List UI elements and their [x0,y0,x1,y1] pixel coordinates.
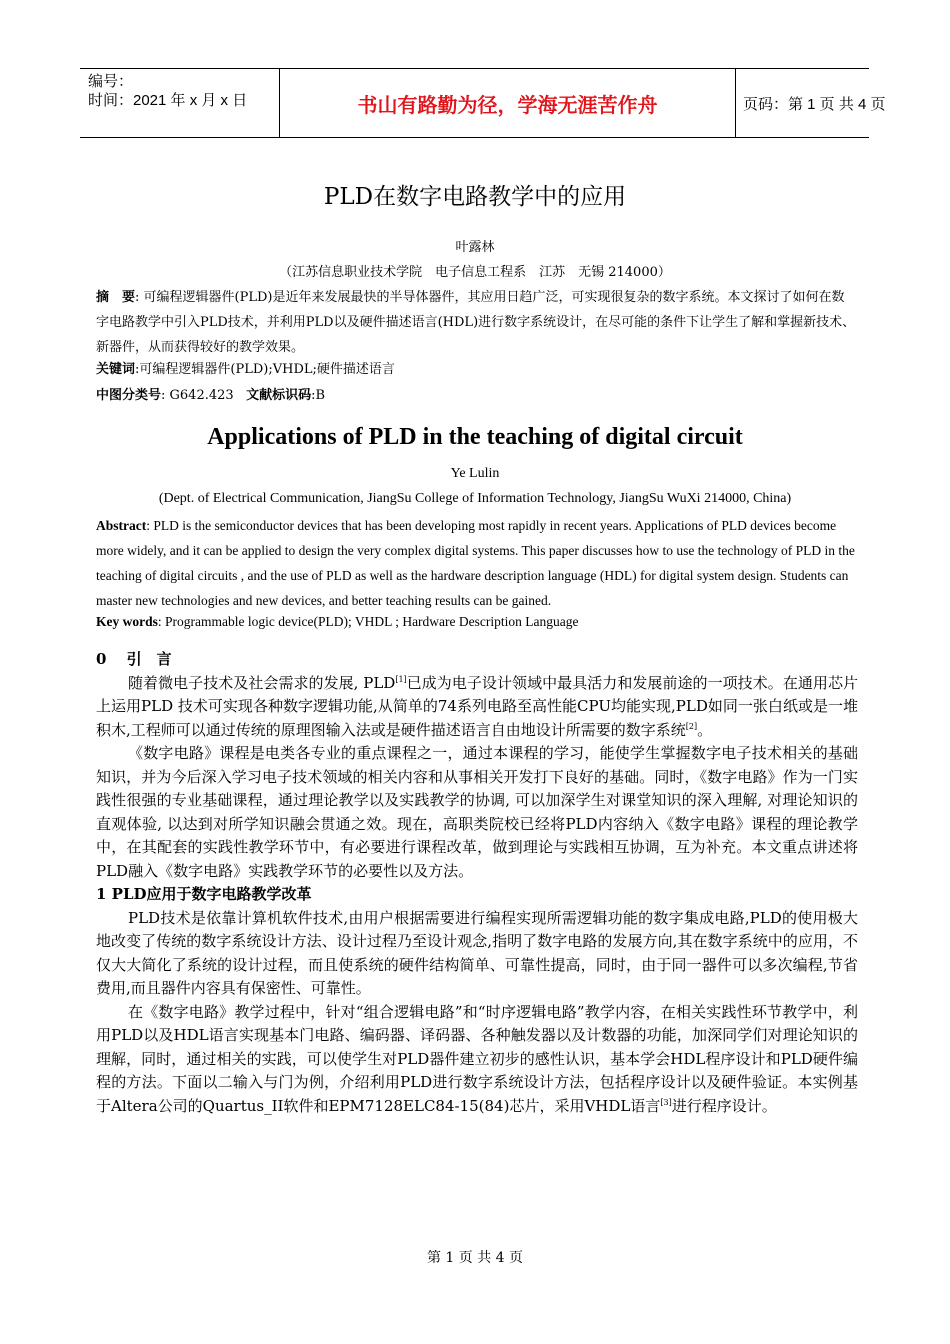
cn-abstract-label: 摘 要 [96,290,136,305]
p1-part-a: 随着微电子技术及社会需求的发展, PLD [128,673,396,692]
p4-part-a: 在《数字电路》教学过程中，针对“组合逻辑电路”和“时序逻辑电路”教学内容，在相关实践性环节教学中，利用PLD以及HDL语言实现基本门电路、编码器、译码器、各种触发器以及计数器的功能，加深同学们对理论知识的理解，同时，通过相关的实践，可以使学生对PLD器件建立初步的感性认识，基本学会HDL程序设计和PLD硬件编程的方法。下面以二输入与门为例，介绍利用PLD进行数字系统设计方法，包括程序设计以及硬件验证。本实例基于Altera公司的Quartus_II软件和EPM7128ELC84-15(84)芯片，采用VHDL语言 [96,1002,858,1115]
header-date: 时间：2021 年 x 月 x 日 [88,92,248,109]
en-abstract-label: Abstract [96,518,147,533]
header-meta [80,69,280,137]
cn-class-label: 中图分类号 [96,388,162,403]
en-keywords-text: : Programmable logic device(PLD); VHDL ; Hardware Description Language [157,614,579,629]
paragraph-2: 《数字电路》课程是电类各专业的重点课程之一，通过本课程的学习，能使学生掌握数字电子技术相关的基础知识，并为今后深入学习电子技术领域的相关内容和从事相关开发打下良好的基础。同时，《数字电路》作为一门实践性很强的专业基础课程，通过理论教学以及实践教学的协调, 可以加深学生对课堂知识的深入理解, 对理论知识的直观体验, 以达到对所学知识融会贯通之效。现在，高职类院校已经将PLD内容纳入《数字电路》课程的理论教学中，在其配套的实践性教学环节中，有必要进行课程改革，做到理论与实践相互协调，互为补充。本文重点讲述将PLD融入《数字电路》实践教学环节的必要性以及方法。 [96,744,858,880]
page-footer: 第 1 页 共 4 页 [426,1250,524,1266]
header-number: 编号： [88,73,134,90]
cn-keywords [96,358,856,377]
cn-doc-label: 文献标识码 [246,388,312,403]
p1-part-c: 。 [697,720,713,739]
en-keywords-label: Key words [96,614,158,629]
cn-author: 叶露林 [455,240,495,255]
section-0-heading [96,648,858,672]
cn-keywords-label: 关键词 [96,362,136,377]
cn-class-text: : G642.423 [161,388,234,403]
header-motto: 书山有路勤为径，学海无涯苦作舟 [280,69,736,137]
paragraph-1 [96,672,858,743]
cn-affiliation: （江苏信息职业技术学院 电子信息工程系 江苏 无锡 214000） [279,265,671,280]
p1-part-b: 已成为电子设计领域中最具活力和发展前途的一项技术。在通用芯片上运用PLD 技术可实现各种数字逻辑功能,从简单的74系列电路至高性能CPU均能实现,PLD如同一张白纸或是一堆积木,工程师可以通过传统的原理图输入法或是硬件描述语言自由地设计所需要的数字系统 [96,673,858,739]
section-1-heading-text: 1 PLD应用于数字电路教学改革 [96,885,312,903]
header-page-info: 页码：第 1 页 共 4 页 [743,95,886,113]
en-keywords [96,614,579,630]
en-title: Applications of PLD in the teaching of digital circuit [207,424,743,450]
cn-title: PLD在数字电路教学中的应用 [323,184,627,210]
paragraph-4 [96,1001,858,1119]
citation-1[interactable]: [1] [395,674,407,684]
cn-classification [96,384,856,403]
section-0-heading-text: 0 引 言 [96,650,172,668]
p4-part-b: 进行程序设计。 [671,1096,777,1115]
paragraph-3: PLD技术是依靠计算机软件技术,由用户根据需要进行编程实现所需逻辑功能的数字集成电路,PLD的使用极大地改变了传统的数字系统设计方法、设计过程乃至设计观念,指明了数字电路的发展方向,其在数字系统中的应用，不仅大大简化了系统的设计过程，而且使系统的硬件结构简单、可靠性提高，同时，由于同一器件可以多次编程,节省费用,而且器件内容具有保密性、可靠性。 [96,908,858,997]
cn-abstract-text: : 可编程逻辑器件(PLD)是近年来发展最快的半导体器件，其应用日趋广泛，可实现很复杂的数字系统。本文探讨了如何在数字电路教学中引入PLD技术，并利用PLD以及硬件描述语言(HDL)进行数字系统设计，在尽可能的条件下让学生了解和掌握新技术、新器件，从而获得较好的教学效果。 [96,290,856,355]
en-author: Ye Lulin [450,466,500,481]
cn-doc-text: :B [311,388,326,403]
citation-3[interactable]: [3] [660,1097,672,1107]
page-header [80,68,886,138]
citation-2[interactable]: [2] [685,721,698,731]
en-abstract [96,513,856,613]
cn-keywords-text: :可编程逻辑器件(PLD);VHDL;硬件描述语言 [135,362,395,377]
cn-abstract [96,285,856,360]
section-1-heading [96,883,858,907]
en-abstract-text: : PLD is the semiconductor devices that has been developing most rapidly in recent years. Applications of PLD devices become more widely, and it can be applied to design the very complex digital systems. This paper discusses how to use the technology of PLD in the teaching of digital circuits , and the use of PLD as well as the hardware description language (HDL) for digital system design. Students can master new technologies and new devices, and better teaching results can be gained. [96,518,855,608]
en-affiliation: (Dept. of Electrical Communication, JiangSu College of Information Technology, JiangSu WuXi 214000, China) [158,491,792,506]
body-text [96,648,858,1118]
